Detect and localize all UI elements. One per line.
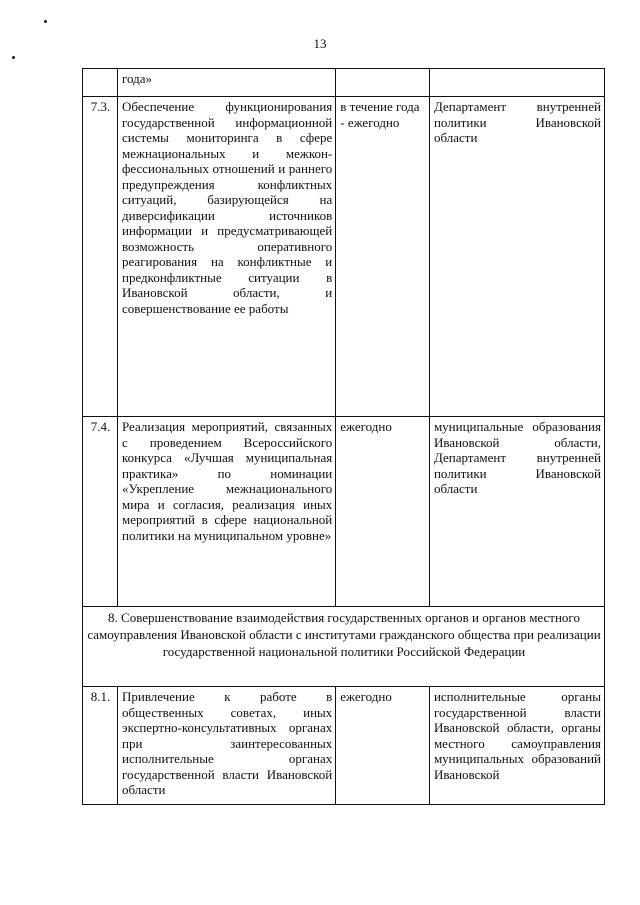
item-number-cell: 7.4. (83, 417, 118, 607)
term-cell (336, 69, 430, 97)
item-number-cell: 8.1. (83, 687, 118, 805)
section-heading-row (83, 607, 605, 687)
measures-table (82, 68, 605, 805)
event-cell: Привлечение к работе в общественных советах, иных экспертно-консультативных органах при заинтересованных исполнительные органах государственной власти Ивановской области (118, 687, 336, 805)
event-cell: Обеспечение функционирования государственной информационной системы мониторинга в сфере межнациональных и межкон-фессиональных отношений и раннего предупреждения конфликтных ситуаций, базирующейся на диверсификации источников информации и предусматривающей возможность оперативного реагирования на конфликтные и предконфликтные ситуации в Ивановской области, и совершенствование ее работы (118, 97, 336, 417)
term-cell: ежегодно (336, 687, 430, 805)
scan-mark-dot (12, 56, 15, 59)
table-row (83, 69, 605, 97)
item-number-cell (83, 69, 118, 97)
section-heading: 8. Совершенствование взаимодействия государственных органов и органов местного самоуправления Ивановской области с институтами гражданского общества при реализации государственной национальной политики Российской Федерации (83, 607, 605, 687)
item-number-cell: 7.3. (83, 97, 118, 417)
executor-cell: муниципальные образования Ивановской области, Департамент внутренней политики Ивановской области (429, 417, 604, 607)
executor-cell: исполнительные органы государственной власти Ивановской области, органы местного самоуправления муниципальных образований Ивановской (429, 687, 604, 805)
table-row (83, 417, 605, 607)
term-cell: в течение года - ежегодно (336, 97, 430, 417)
event-cell: года» (118, 69, 336, 97)
scan-mark-dot (44, 20, 47, 23)
page-number: 13 (313, 36, 327, 51)
term-cell: ежегодно (336, 417, 430, 607)
executor-cell: Департамент внутренней политики Ивановской области (429, 97, 604, 417)
table-row (83, 687, 605, 805)
event-cell: Реализация мероприятий, связанных с проведением Всероссийского конкурса «Лучшая муниципальная практика» по номинации «Укрепление межнационального мира и согласия, реализация иных мероприятий в сфере национальной политики на муниципальном уровне» (118, 417, 336, 607)
table-row (83, 97, 605, 417)
executor-cell (429, 69, 604, 97)
